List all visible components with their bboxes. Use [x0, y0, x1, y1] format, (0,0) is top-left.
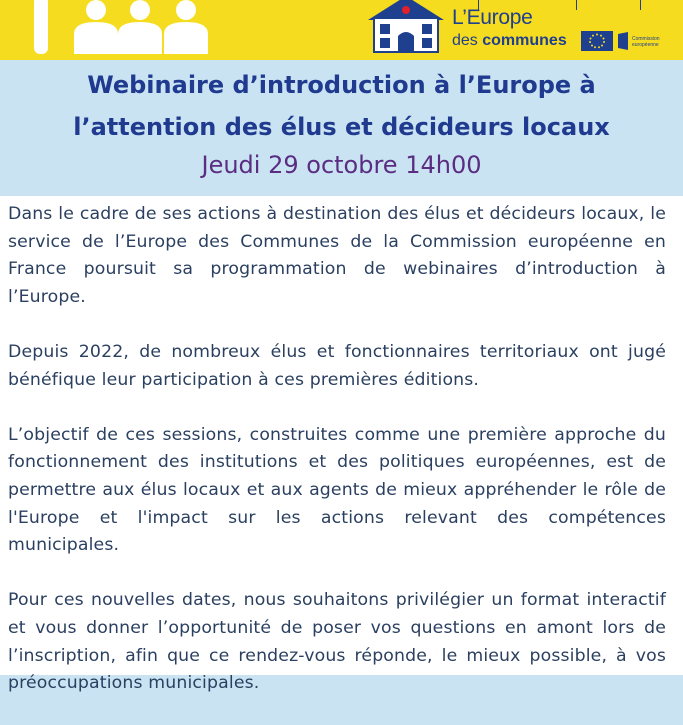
- header-banner: [0, 0, 683, 60]
- title-line-2: l’attention des élus et décideurs locaux: [73, 113, 610, 141]
- people-icon: [28, 0, 228, 60]
- body-text: [8, 201, 666, 725]
- brand-name: L’Europe: [452, 6, 533, 29]
- commission-logo-icon: [616, 30, 630, 52]
- paragraph: Pour ces nouvelles dates, nous souhaitons privilégier un format interactif et vous donner l’opportunité de poser vos questions en amont lors de l’inscription, afin que ce rendez-vous réponde, le mieux possible, à vos préoccupations municipales.: [8, 590, 666, 694]
- page-title: [0, 64, 683, 148]
- europe-des-communes-logo: [368, 0, 683, 60]
- paragraph: Dans le cadre de ses actions à destination des élus et décideurs locaux, le service de l’Europe des Communes de la Commission européenne en France poursuit sa programmation de webinaires d’introduction à l’Europe.: [8, 204, 666, 307]
- house-icon: [368, 0, 444, 56]
- commission-text: Commission européenne: [632, 36, 660, 48]
- paragraph: L’objectif de ces sessions, construites comme une première approche du fonctionnement des institutions et des politiques européennes, est de permettre aux élus locaux et aux agents de mieux appréhender le rôle de l'Europe et l'impact sur les actions relevant des compétences municipales.: [8, 424, 666, 556]
- brand-subname: des communes: [452, 32, 567, 49]
- title-line-1: Webinaire d’introduction à l’Europe à: [87, 71, 596, 99]
- divider: [576, 0, 577, 10]
- eu-flag-icon: [581, 31, 613, 51]
- divider: [640, 0, 641, 10]
- event-date: Jeudi 29 octobre 14h00: [201, 151, 482, 179]
- paragraph: Depuis 2022, de nombreux élus et fonctionnaires territoriaux ont jugé bénéfique leur participation à ces premières éditions.: [8, 341, 666, 390]
